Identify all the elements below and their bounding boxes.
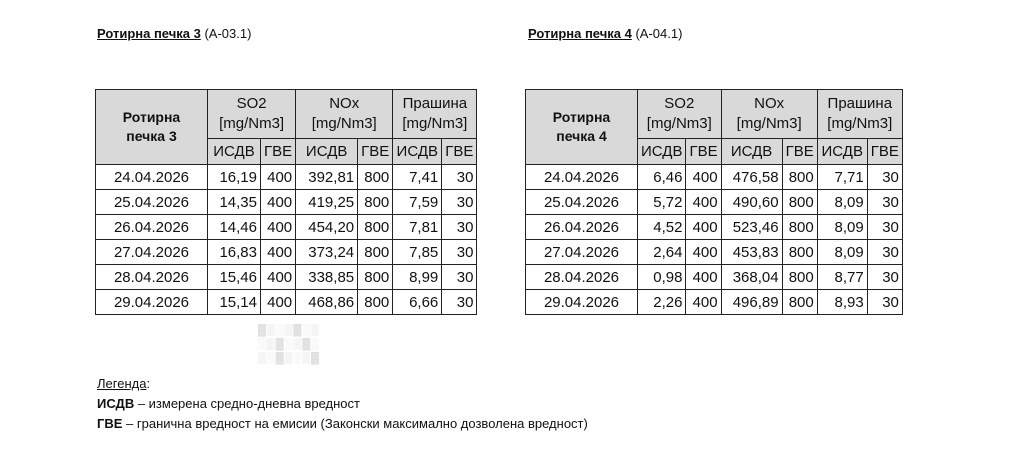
gve-subheader: ГВЕ <box>782 139 817 165</box>
legend-title: Легенда <box>97 376 147 391</box>
cell-nox-isdv: 419,25 <box>296 190 358 215</box>
legend-isdv: ИСДВ – измерена средно-дневна вредност <box>97 396 360 411</box>
scan-smudge: ▓▒░▒▓░▒ ░▒▓░▒▓░ ▒░▓▒░▒▓ <box>258 324 321 364</box>
cell-so2-gve: 400 <box>261 290 296 315</box>
cell-date: 26.04.2026 <box>96 215 208 240</box>
table-row <box>526 190 903 215</box>
gve-subheader: ГВЕ <box>261 139 296 165</box>
cell-date: 25.04.2026 <box>526 190 638 215</box>
isdv-subheader: ИСДВ <box>638 139 686 165</box>
cell-nox-gve: 800 <box>782 190 817 215</box>
cell-nox-isdv: 523,46 <box>721 215 782 240</box>
kiln4-title: Ротирна печка 4 <box>528 26 632 41</box>
gve-subheader: ГВЕ <box>442 139 477 165</box>
cell-so2-isdv: 14,35 <box>208 190 261 215</box>
isdv-subheader: ИСДВ <box>721 139 782 165</box>
cell-so2-gve: 400 <box>686 290 721 315</box>
cell-so2-isdv: 5,72 <box>638 190 686 215</box>
cell-nox-isdv: 338,85 <box>296 265 358 290</box>
table-row <box>96 265 477 290</box>
cell-so2-gve: 400 <box>261 165 296 190</box>
cell-dust-isdv: 8,99 <box>393 265 442 290</box>
cell-dust-isdv: 8,77 <box>817 265 867 290</box>
cell-so2-gve: 400 <box>686 240 721 265</box>
gve-subheader: ГВЕ <box>686 139 721 165</box>
cell-nox-gve: 800 <box>782 240 817 265</box>
legend-gve: ГВЕ – гранична вредност на емисии (Законски максимално дозволена вредност) <box>97 416 588 431</box>
cell-so2-isdv: 0,98 <box>638 265 686 290</box>
kiln3-corner-header: Ротирна печка 3 <box>96 90 208 165</box>
cell-so2-isdv: 15,46 <box>208 265 261 290</box>
cell-dust-isdv: 8,09 <box>817 215 867 240</box>
kiln3-table <box>95 89 477 315</box>
cell-so2-gve: 400 <box>261 190 296 215</box>
cell-nox-isdv: 368,04 <box>721 265 782 290</box>
table-row <box>526 265 903 290</box>
cell-nox-isdv: 454,20 <box>296 215 358 240</box>
cell-dust-isdv: 8,93 <box>817 290 867 315</box>
cell-dust-isdv: 8,09 <box>817 190 867 215</box>
cell-dust-isdv: 8,09 <box>817 240 867 265</box>
kiln4-heading <box>528 26 682 41</box>
isdv-subheader: ИСДВ <box>208 139 261 165</box>
kiln4-table <box>525 89 903 315</box>
cell-nox-isdv: 496,89 <box>721 290 782 315</box>
cell-dust-gve: 30 <box>867 215 902 240</box>
cell-so2-gve: 400 <box>686 190 721 215</box>
cell-dust-gve: 30 <box>867 190 902 215</box>
table-row <box>96 215 477 240</box>
cell-date: 29.04.2026 <box>526 290 638 315</box>
cell-dust-gve: 30 <box>442 290 477 315</box>
cell-so2-gve: 400 <box>686 265 721 290</box>
cell-dust-gve: 30 <box>867 165 902 190</box>
kiln3-code: (А-03.1) <box>204 26 252 41</box>
cell-nox-gve: 800 <box>358 165 393 190</box>
cell-date: 29.04.2026 <box>96 290 208 315</box>
kiln3-title: Ротирна печка 3 <box>97 26 201 41</box>
cell-nox-gve: 800 <box>358 190 393 215</box>
isdv-subheader: ИСДВ <box>296 139 358 165</box>
cell-so2-isdv: 16,83 <box>208 240 261 265</box>
table-row <box>96 190 477 215</box>
gve-subheader: ГВЕ <box>358 139 393 165</box>
cell-nox-isdv: 490,60 <box>721 190 782 215</box>
cell-so2-isdv: 2,64 <box>638 240 686 265</box>
table-row <box>526 165 903 190</box>
cell-so2-isdv: 6,46 <box>638 165 686 190</box>
so2-header: SO2 [mg/Nm3] <box>638 90 722 139</box>
cell-nox-gve: 800 <box>358 290 393 315</box>
cell-nox-gve: 800 <box>782 165 817 190</box>
cell-so2-gve: 400 <box>686 165 721 190</box>
cell-date: 25.04.2026 <box>96 190 208 215</box>
legend: Легенда: ИСДВ – измерена средно-дневна вредност ГВЕ – гранична вредност на емисии (Законски максимално дозволена вредност) <box>97 374 588 434</box>
dust-header: Прашина [mg/Nm3] <box>393 90 477 139</box>
cell-nox-gve: 800 <box>782 265 817 290</box>
cell-date: 24.04.2026 <box>526 165 638 190</box>
isdv-subheader: ИСДВ <box>817 139 867 165</box>
so2-header: SO2 [mg/Nm3] <box>208 90 296 139</box>
cell-dust-isdv: 6,66 <box>393 290 442 315</box>
dust-header: Прашина [mg/Nm3] <box>817 90 902 139</box>
table-row <box>526 290 903 315</box>
cell-date: 27.04.2026 <box>526 240 638 265</box>
table-row <box>96 165 477 190</box>
cell-so2-isdv: 14,46 <box>208 215 261 240</box>
cell-dust-gve: 30 <box>442 240 477 265</box>
cell-date: 28.04.2026 <box>96 265 208 290</box>
cell-nox-gve: 800 <box>358 240 393 265</box>
table-row <box>526 215 903 240</box>
cell-so2-gve: 400 <box>261 240 296 265</box>
cell-dust-gve: 30 <box>442 215 477 240</box>
cell-dust-gve: 30 <box>442 165 477 190</box>
cell-date: 26.04.2026 <box>526 215 638 240</box>
table-row <box>96 290 477 315</box>
cell-nox-gve: 800 <box>358 265 393 290</box>
gve-subheader: ГВЕ <box>867 139 902 165</box>
cell-dust-gve: 30 <box>867 240 902 265</box>
cell-so2-isdv: 15,14 <box>208 290 261 315</box>
cell-date: 24.04.2026 <box>96 165 208 190</box>
cell-dust-isdv: 7,71 <box>817 165 867 190</box>
cell-nox-gve: 800 <box>782 215 817 240</box>
cell-date: 27.04.2026 <box>96 240 208 265</box>
nox-header: NOx [mg/Nm3] <box>721 90 817 139</box>
cell-dust-gve: 30 <box>442 265 477 290</box>
kiln3-heading <box>97 26 251 41</box>
cell-dust-isdv: 7,85 <box>393 240 442 265</box>
isdv-subheader: ИСДВ <box>393 139 442 165</box>
cell-nox-isdv: 453,83 <box>721 240 782 265</box>
cell-dust-isdv: 7,59 <box>393 190 442 215</box>
cell-nox-isdv: 476,58 <box>721 165 782 190</box>
cell-nox-gve: 800 <box>358 215 393 240</box>
cell-dust-isdv: 7,41 <box>393 165 442 190</box>
cell-so2-gve: 400 <box>261 265 296 290</box>
nox-header: NOx [mg/Nm3] <box>296 90 393 139</box>
cell-dust-gve: 30 <box>442 190 477 215</box>
kiln4-corner-header: Ротирна печка 4 <box>526 90 638 165</box>
cell-so2-gve: 400 <box>686 215 721 240</box>
table-row <box>96 240 477 265</box>
cell-nox-isdv: 392,81 <box>296 165 358 190</box>
cell-nox-gve: 800 <box>782 290 817 315</box>
cell-so2-gve: 400 <box>261 215 296 240</box>
cell-nox-isdv: 373,24 <box>296 240 358 265</box>
cell-dust-gve: 30 <box>867 290 902 315</box>
cell-so2-isdv: 2,26 <box>638 290 686 315</box>
cell-nox-isdv: 468,86 <box>296 290 358 315</box>
cell-so2-isdv: 16,19 <box>208 165 261 190</box>
kiln4-code: (А-04.1) <box>635 26 683 41</box>
cell-dust-gve: 30 <box>867 265 902 290</box>
cell-date: 28.04.2026 <box>526 265 638 290</box>
table-row <box>526 240 903 265</box>
cell-dust-isdv: 7,81 <box>393 215 442 240</box>
cell-so2-isdv: 4,52 <box>638 215 686 240</box>
